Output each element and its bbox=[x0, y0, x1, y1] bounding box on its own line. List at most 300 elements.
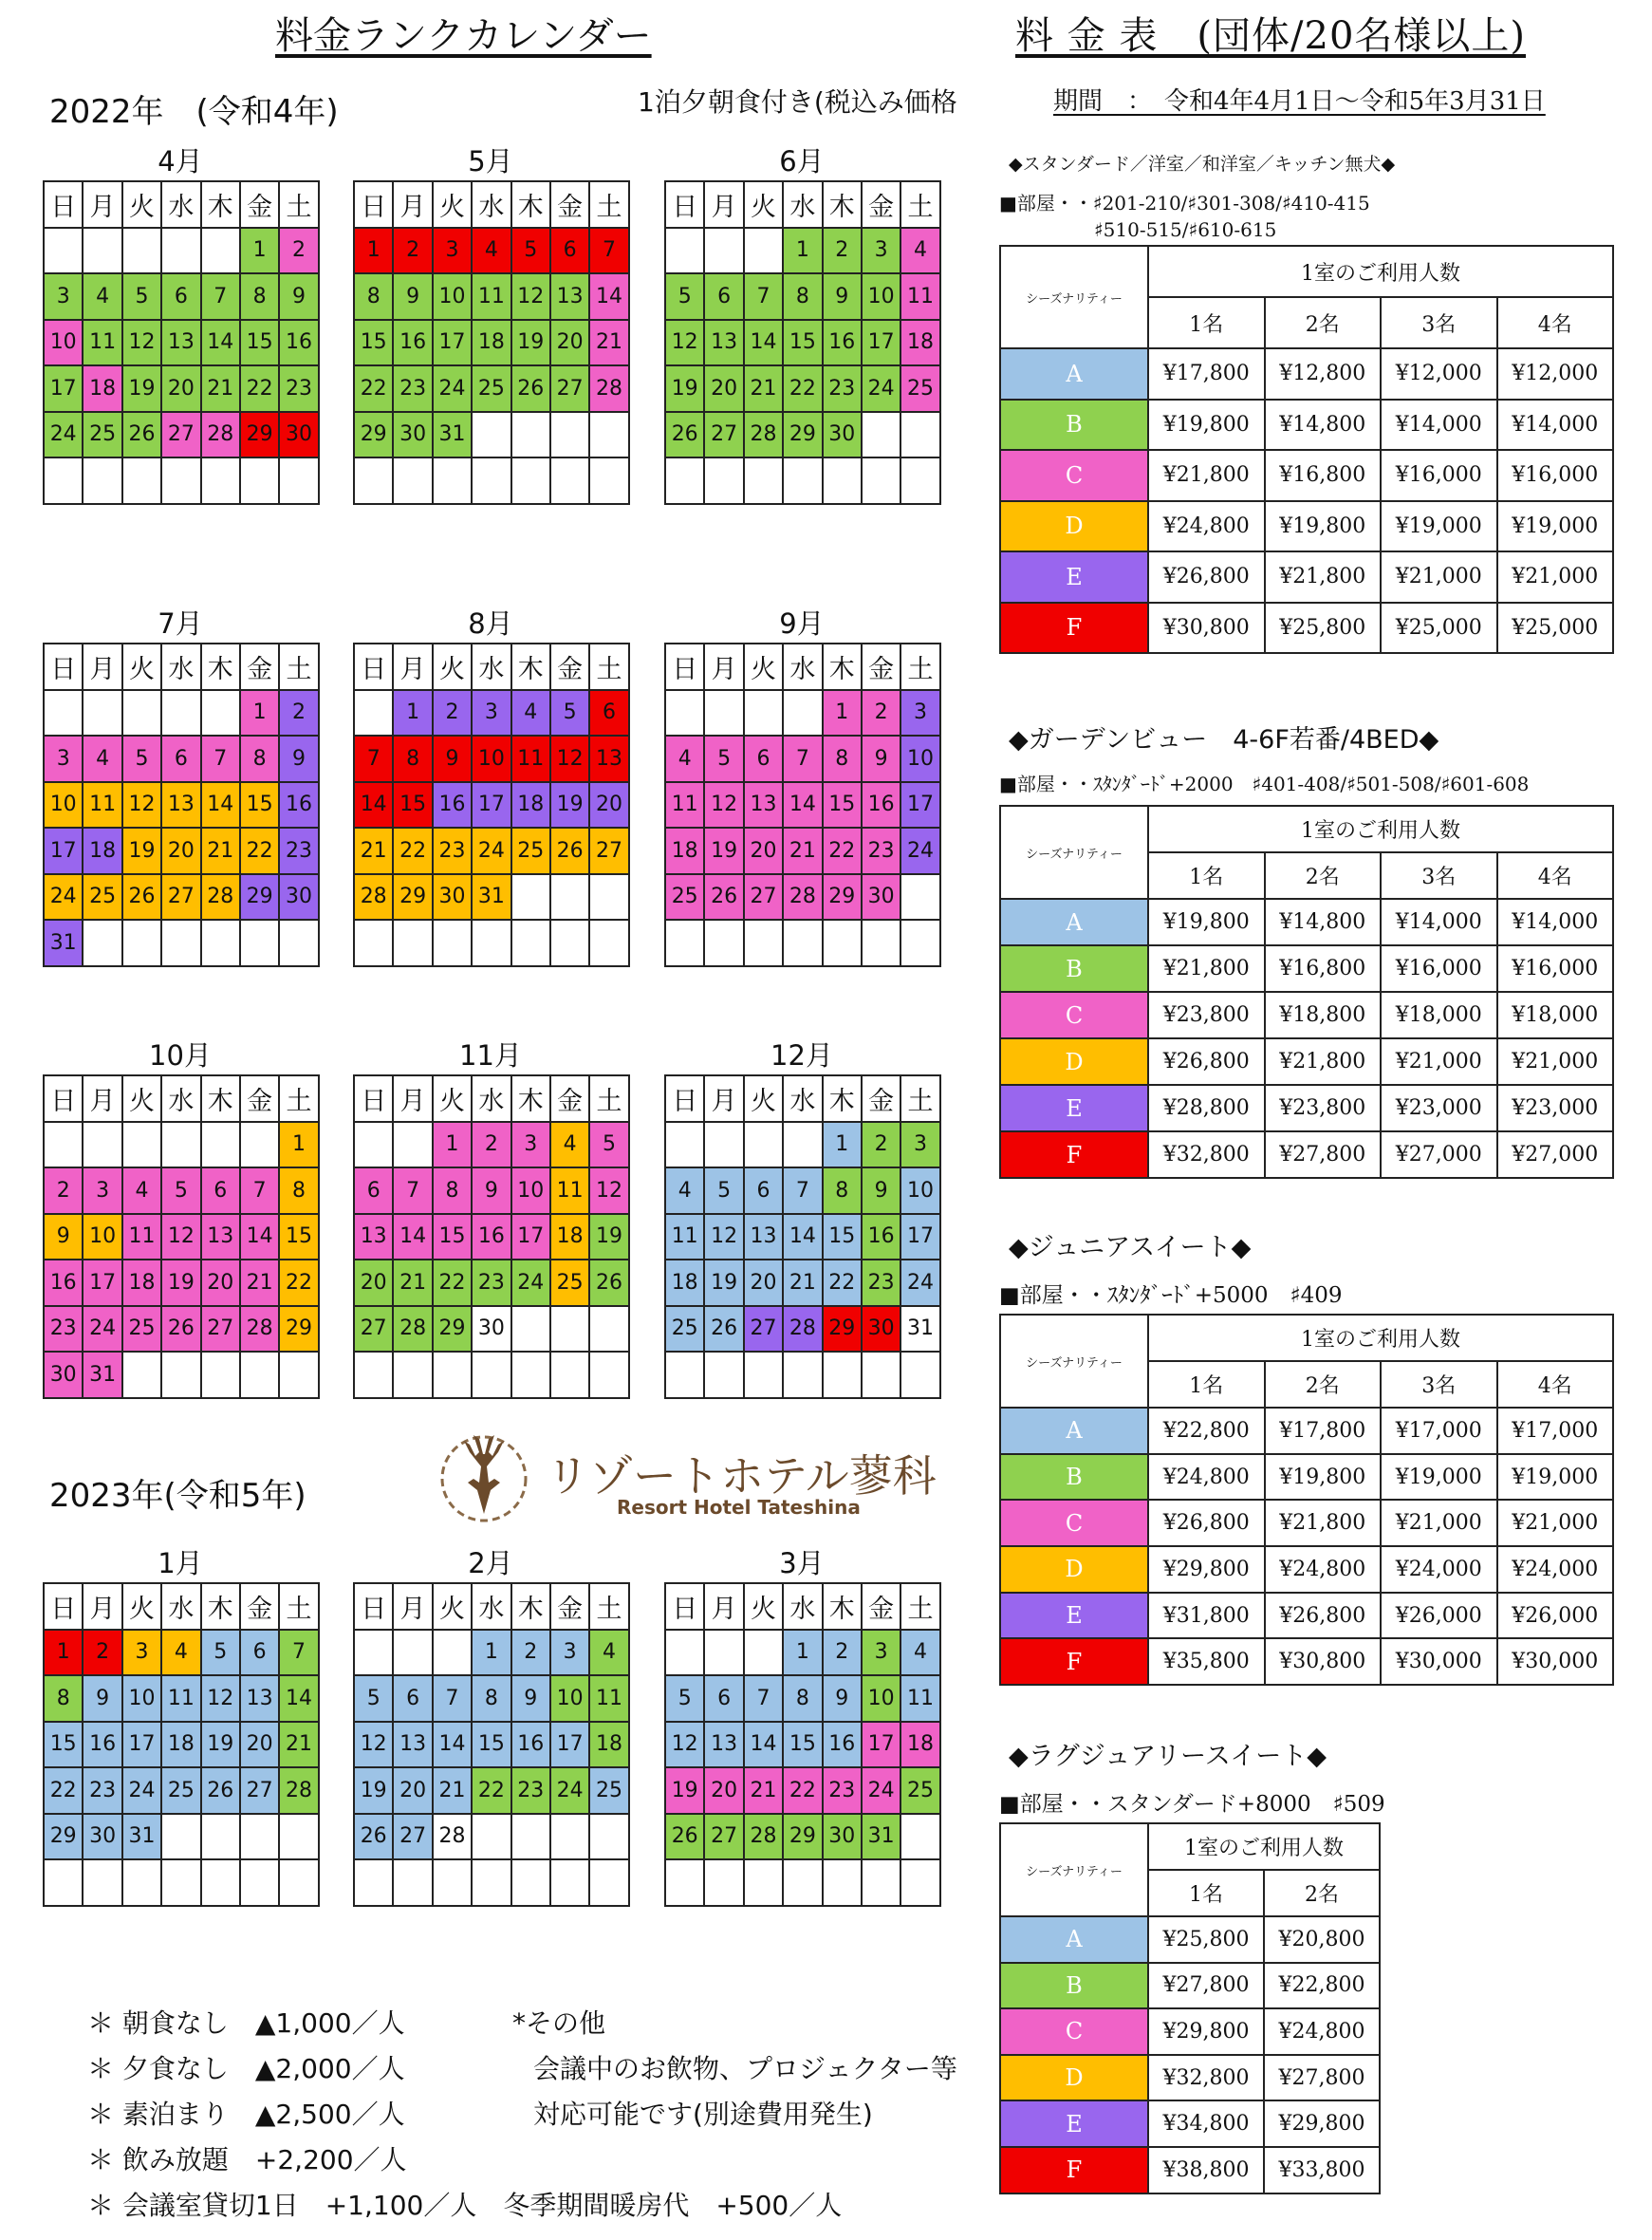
calendar-day: 31 bbox=[122, 1814, 161, 1860]
calendar-day: 11 bbox=[511, 736, 550, 782]
calendar-day: 22 bbox=[354, 365, 393, 412]
price-cell: ¥23,000 bbox=[1381, 1085, 1497, 1131]
calendar-day: 15 bbox=[472, 1722, 510, 1768]
people-count-header: 4名 bbox=[1497, 297, 1614, 348]
calendar-empty-cell bbox=[161, 1122, 200, 1168]
calendar-day: 8 bbox=[240, 273, 279, 320]
month-calendar bbox=[664, 1074, 941, 1399]
calendar-empty-cell bbox=[704, 1859, 743, 1906]
weekday-header: 日 bbox=[354, 1075, 393, 1122]
calendar-empty-cell bbox=[201, 920, 240, 966]
calendar-day: 11 bbox=[665, 782, 704, 829]
calendar-empty-cell bbox=[161, 228, 200, 274]
month-calendar bbox=[43, 1074, 320, 1399]
calendar-empty-cell bbox=[511, 874, 550, 921]
calendar-day: 8 bbox=[240, 736, 279, 782]
calendar-day: 17 bbox=[83, 1260, 121, 1306]
price-cell: ¥22,800 bbox=[1264, 1963, 1380, 2009]
calendar-empty-cell bbox=[393, 1630, 432, 1676]
month-calendar bbox=[664, 180, 941, 505]
price-cell: ¥35,800 bbox=[1148, 1638, 1265, 1685]
calendar-day: 28 bbox=[783, 874, 822, 921]
calendar-day: 17 bbox=[862, 1722, 900, 1768]
calendar-day: 10 bbox=[862, 1675, 900, 1722]
calendar-day: 30 bbox=[472, 1306, 510, 1353]
month-title: 11月 bbox=[459, 1039, 522, 1072]
price-cell: ¥24,800 bbox=[1265, 1546, 1382, 1593]
calendar-empty-cell bbox=[900, 920, 939, 966]
calendar-empty-cell bbox=[550, 1306, 589, 1353]
rank-label: E bbox=[1000, 1085, 1148, 1131]
calendar-day: 1 bbox=[783, 1630, 822, 1676]
rank-label: D bbox=[1000, 1546, 1148, 1593]
calendar-day: 22 bbox=[472, 1767, 510, 1814]
weekday-header: 火 bbox=[744, 181, 783, 228]
weekday-header: 水 bbox=[783, 644, 822, 690]
calendar-day: 25 bbox=[665, 874, 704, 921]
calendar-empty-cell bbox=[122, 920, 161, 966]
month-calendar bbox=[664, 1582, 941, 1907]
calendar-day: 29 bbox=[823, 874, 862, 921]
calendar-day: 20 bbox=[240, 1722, 279, 1768]
calendar-day: 10 bbox=[122, 1675, 161, 1722]
weekday-header: 水 bbox=[783, 1075, 822, 1122]
calendar-day: 21 bbox=[240, 1260, 279, 1306]
price-cell: ¥25,000 bbox=[1381, 603, 1497, 654]
calendar-day: 17 bbox=[900, 782, 939, 829]
calendar-day: 19 bbox=[704, 1260, 743, 1306]
calendar-day: 15 bbox=[783, 1722, 822, 1768]
calendar-day: 1 bbox=[393, 690, 432, 737]
calendar-day: 21 bbox=[393, 1260, 432, 1306]
calendar-empty-cell bbox=[744, 1859, 783, 1906]
weekday-header: 金 bbox=[550, 1075, 589, 1122]
calendar-day: 13 bbox=[354, 1214, 393, 1260]
price-cell: ¥24,800 bbox=[1264, 2008, 1380, 2055]
calendar-day: 2 bbox=[472, 1122, 510, 1168]
weekday-header: 木 bbox=[823, 1583, 862, 1630]
calendar-empty-cell bbox=[279, 1859, 318, 1906]
calendar-day: 2 bbox=[279, 690, 318, 737]
price-cell: ¥26,000 bbox=[1381, 1593, 1497, 1639]
calendar-empty-cell bbox=[201, 1814, 240, 1860]
weekday-header: 木 bbox=[511, 1075, 550, 1122]
calendar-day: 21 bbox=[201, 828, 240, 874]
people-count-header: 1名 bbox=[1148, 1870, 1264, 1916]
people-count-header: 1名 bbox=[1148, 297, 1265, 348]
calendar-empty-cell bbox=[472, 1352, 510, 1398]
price-cell: ¥14,800 bbox=[1265, 400, 1382, 451]
calendar-day: 6 bbox=[201, 1167, 240, 1214]
weekday-header: 火 bbox=[433, 1583, 472, 1630]
price-cell: ¥29,800 bbox=[1148, 2008, 1264, 2055]
calendar-empty-cell bbox=[900, 457, 939, 504]
calendar-day: 12 bbox=[201, 1675, 240, 1722]
price-cell: ¥28,800 bbox=[1148, 1085, 1265, 1131]
month-title: 3月 bbox=[779, 1547, 825, 1579]
seasonality-header: シーズナリティー bbox=[1000, 1823, 1148, 1916]
calendar-day: 2 bbox=[83, 1630, 121, 1676]
calendar-day: 26 bbox=[122, 874, 161, 921]
calendar-day: 7 bbox=[783, 736, 822, 782]
calendar-empty-cell bbox=[589, 412, 628, 458]
price-cell: ¥21,800 bbox=[1148, 945, 1265, 992]
calendar-empty-cell bbox=[665, 1352, 704, 1398]
weekday-header: 日 bbox=[354, 1583, 393, 1630]
calendar-empty-cell bbox=[472, 1814, 510, 1860]
calendar-day: 28 bbox=[279, 1767, 318, 1814]
rank-label: A bbox=[1000, 1408, 1148, 1454]
calendar-day: 3 bbox=[122, 1630, 161, 1676]
calendar-empty-cell bbox=[354, 1630, 393, 1676]
calendar-day: 23 bbox=[279, 828, 318, 874]
weekday-header: 木 bbox=[511, 181, 550, 228]
calendar-day: 21 bbox=[589, 320, 628, 366]
calendar-day: 27 bbox=[354, 1306, 393, 1353]
weekday-header: 日 bbox=[354, 644, 393, 690]
price-cell: ¥12,000 bbox=[1381, 348, 1497, 400]
calendar-day: 13 bbox=[704, 320, 743, 366]
price-cell: ¥30,000 bbox=[1497, 1638, 1614, 1685]
meal-note: 1泊夕朝食付き(税込み価格 bbox=[638, 86, 957, 118]
calendar-empty-cell bbox=[393, 920, 432, 966]
price-cell: ¥19,000 bbox=[1381, 1454, 1497, 1501]
calendar-day: 21 bbox=[433, 1767, 472, 1814]
usage-header: 1室のご利用人数 bbox=[1148, 246, 1613, 297]
calendar-empty-cell bbox=[354, 1122, 393, 1168]
calendar-empty-cell bbox=[83, 457, 121, 504]
calendar-day: 21 bbox=[744, 365, 783, 412]
people-count-header: 1名 bbox=[1148, 852, 1265, 899]
calendar-day: 17 bbox=[122, 1722, 161, 1768]
calendar-empty-cell bbox=[161, 1352, 200, 1398]
price-cell: ¥27,000 bbox=[1497, 1131, 1614, 1178]
calendar-day: 11 bbox=[900, 273, 939, 320]
calendar-day: 5 bbox=[161, 1167, 200, 1214]
calendar-empty-cell bbox=[354, 920, 393, 966]
calendar-day: 25 bbox=[161, 1767, 200, 1814]
calendar-day: 1 bbox=[354, 228, 393, 274]
calendar-day: 8 bbox=[783, 273, 822, 320]
weekday-header: 水 bbox=[783, 181, 822, 228]
calendar-empty-cell bbox=[83, 920, 121, 966]
calendar-day: 17 bbox=[900, 1214, 939, 1260]
calendar-day: 3 bbox=[472, 690, 510, 737]
calendar-day: 5 bbox=[550, 690, 589, 737]
calendar-empty-cell bbox=[744, 1352, 783, 1398]
weekday-header: 月 bbox=[704, 644, 743, 690]
people-count-header: 3名 bbox=[1381, 297, 1497, 348]
calendar-day: 16 bbox=[44, 1260, 83, 1306]
calendar-day: 19 bbox=[665, 365, 704, 412]
price-cell: ¥17,800 bbox=[1265, 1408, 1382, 1454]
calendar-day: 22 bbox=[823, 1260, 862, 1306]
calendar-day: 16 bbox=[823, 1722, 862, 1768]
calendar-day: 19 bbox=[589, 1214, 628, 1260]
calendar-empty-cell bbox=[550, 874, 589, 921]
calendar-day: 16 bbox=[279, 320, 318, 366]
calendar-day: 7 bbox=[393, 1167, 432, 1214]
rank-label: A bbox=[1000, 899, 1148, 945]
weekday-header: 月 bbox=[393, 1583, 432, 1630]
calendar-day: 9 bbox=[44, 1214, 83, 1260]
price-cell: ¥23,000 bbox=[1497, 1085, 1614, 1131]
calendar-day: 28 bbox=[201, 412, 240, 458]
note-all-you-can-drink: ＊ 飲み放題 +2,200／人 bbox=[87, 2144, 407, 2175]
calendar-day: 22 bbox=[433, 1260, 472, 1306]
weekday-header: 水 bbox=[472, 1075, 510, 1122]
calendar-day: 16 bbox=[511, 1722, 550, 1768]
calendar-day: 4 bbox=[472, 228, 510, 274]
calendar-day: 3 bbox=[900, 1122, 939, 1168]
price-cell: ¥30,000 bbox=[1381, 1638, 1497, 1685]
calendar-day: 22 bbox=[393, 828, 432, 874]
calendar-day: 28 bbox=[433, 1814, 472, 1860]
calendar-day: 8 bbox=[279, 1167, 318, 1214]
room-numbers: ♯510-515/♯610-615 bbox=[999, 218, 1277, 241]
calendar-day: 9 bbox=[862, 1167, 900, 1214]
weekday-header: 土 bbox=[279, 1583, 318, 1630]
calendar-empty-cell bbox=[744, 1630, 783, 1676]
calendar-day: 15 bbox=[240, 782, 279, 829]
calendar-day: 18 bbox=[83, 828, 121, 874]
calendar-day: 1 bbox=[823, 1122, 862, 1168]
calendar-day: 26 bbox=[665, 1814, 704, 1860]
month-title: 1月 bbox=[158, 1547, 203, 1579]
price-cell: ¥16,000 bbox=[1381, 945, 1497, 992]
calendar-empty-cell bbox=[201, 1352, 240, 1398]
calendar-day: 8 bbox=[393, 736, 432, 782]
calendar-empty-cell bbox=[433, 1859, 472, 1906]
calendar-day: 17 bbox=[511, 1214, 550, 1260]
calendar-day: 23 bbox=[823, 365, 862, 412]
calendar-day: 12 bbox=[704, 1214, 743, 1260]
people-count-header: 2名 bbox=[1265, 297, 1382, 348]
price-cell: ¥29,800 bbox=[1148, 1546, 1265, 1593]
calendar-day: 21 bbox=[783, 1260, 822, 1306]
price-cell: ¥16,000 bbox=[1497, 450, 1614, 501]
calendar-day: 25 bbox=[900, 365, 939, 412]
calendar-day: 14 bbox=[744, 1722, 783, 1768]
calendar-empty-cell bbox=[550, 1859, 589, 1906]
calendar-day: 15 bbox=[354, 320, 393, 366]
calendar-day: 11 bbox=[83, 782, 121, 829]
price-cell: ¥23,800 bbox=[1265, 1085, 1382, 1131]
weekday-header: 火 bbox=[122, 1075, 161, 1122]
calendar-day: 14 bbox=[744, 320, 783, 366]
weekday-header: 月 bbox=[393, 181, 432, 228]
rank-label: C bbox=[1000, 1500, 1148, 1546]
calendar-day: 14 bbox=[354, 782, 393, 829]
calendar-day: 5 bbox=[122, 736, 161, 782]
weekday-header: 土 bbox=[589, 1583, 628, 1630]
logo-english: Resort Hotel Tateshina bbox=[617, 1496, 861, 1519]
calendar-day: 28 bbox=[240, 1306, 279, 1353]
calendar-day: 29 bbox=[240, 412, 279, 458]
calendar-day: 7 bbox=[201, 736, 240, 782]
calendar-day: 11 bbox=[550, 1167, 589, 1214]
weekday-header: 木 bbox=[511, 1583, 550, 1630]
weekday-header: 水 bbox=[161, 1075, 200, 1122]
calendar-day: 13 bbox=[744, 782, 783, 829]
calendar-day: 14 bbox=[393, 1214, 432, 1260]
calendar-day: 5 bbox=[704, 1167, 743, 1214]
calendar-empty-cell bbox=[83, 228, 121, 274]
calendar-empty-cell bbox=[201, 457, 240, 504]
calendar-day: 28 bbox=[744, 412, 783, 458]
calendar-day: 22 bbox=[44, 1767, 83, 1814]
calendar-day: 24 bbox=[83, 1306, 121, 1353]
calendar-empty-cell bbox=[665, 228, 704, 274]
calendar-empty-cell bbox=[862, 1352, 900, 1398]
calendar-empty-cell bbox=[550, 412, 589, 458]
calendar-day: 26 bbox=[201, 1767, 240, 1814]
calendar-day: 14 bbox=[201, 320, 240, 366]
calendar-day: 30 bbox=[862, 1306, 900, 1353]
weekday-header: 木 bbox=[823, 1075, 862, 1122]
weekday-header: 木 bbox=[823, 644, 862, 690]
price-cell: ¥26,800 bbox=[1148, 1038, 1265, 1085]
weekday-header: 金 bbox=[550, 1583, 589, 1630]
price-cell: ¥21,000 bbox=[1381, 1038, 1497, 1085]
calendar-day: 30 bbox=[393, 412, 432, 458]
calendar-day: 5 bbox=[354, 1675, 393, 1722]
calendar-day: 6 bbox=[354, 1167, 393, 1214]
calendar-day: 12 bbox=[122, 782, 161, 829]
calendar-day: 29 bbox=[279, 1306, 318, 1353]
calendar-day: 2 bbox=[44, 1167, 83, 1214]
calendar-day: 30 bbox=[44, 1352, 83, 1398]
price-table bbox=[999, 245, 1614, 654]
calendar-day: 23 bbox=[511, 1767, 550, 1814]
calendar-day: 31 bbox=[44, 920, 83, 966]
calendar-day: 21 bbox=[201, 365, 240, 412]
calendar-day: 12 bbox=[589, 1167, 628, 1214]
seasonality-header: シーズナリティー bbox=[1000, 246, 1148, 348]
rank-label: F bbox=[1000, 1131, 1148, 1178]
calendar-day: 26 bbox=[589, 1260, 628, 1306]
price-cell: ¥14,000 bbox=[1497, 400, 1614, 451]
month-calendar bbox=[353, 180, 630, 505]
calendar-day: 30 bbox=[433, 874, 472, 921]
calendar-empty-cell bbox=[279, 1814, 318, 1860]
month-title: 8月 bbox=[468, 607, 513, 640]
weekday-header: 金 bbox=[862, 181, 900, 228]
price-cell: ¥19,800 bbox=[1265, 501, 1382, 552]
calendar-empty-cell bbox=[900, 874, 939, 921]
calendar-day: 13 bbox=[704, 1722, 743, 1768]
calendar-empty-cell bbox=[44, 1122, 83, 1168]
calendar-empty-cell bbox=[122, 690, 161, 737]
price-cell: ¥32,800 bbox=[1148, 1131, 1265, 1178]
calendar-day: 2 bbox=[511, 1630, 550, 1676]
rank-label: C bbox=[1000, 992, 1148, 1038]
price-table bbox=[999, 1822, 1381, 2194]
calendar-empty-cell bbox=[665, 920, 704, 966]
calendar-empty-cell bbox=[511, 1352, 550, 1398]
calendar-empty-cell bbox=[900, 1352, 939, 1398]
calendar-day: 29 bbox=[393, 874, 432, 921]
price-cell: ¥31,800 bbox=[1148, 1593, 1265, 1639]
calendar-day: 16 bbox=[862, 782, 900, 829]
calendar-day: 8 bbox=[354, 273, 393, 320]
calendar-day: 20 bbox=[744, 828, 783, 874]
price-cell: ¥21,000 bbox=[1497, 551, 1614, 603]
weekday-header: 水 bbox=[783, 1583, 822, 1630]
calendar-empty-cell bbox=[83, 690, 121, 737]
people-count-header: 3名 bbox=[1381, 1361, 1497, 1408]
calendar-empty-cell bbox=[550, 920, 589, 966]
calendar-empty-cell bbox=[589, 457, 628, 504]
calendar-day: 26 bbox=[354, 1814, 393, 1860]
price-cell: ¥26,800 bbox=[1265, 1593, 1382, 1639]
calendar-day: 5 bbox=[589, 1122, 628, 1168]
people-count-header: 2名 bbox=[1265, 852, 1382, 899]
calendar-day: 9 bbox=[862, 736, 900, 782]
price-cell: ¥26,800 bbox=[1148, 551, 1265, 603]
calendar-day: 17 bbox=[44, 828, 83, 874]
price-cell: ¥16,800 bbox=[1265, 450, 1382, 501]
weekday-header: 水 bbox=[161, 1583, 200, 1630]
calendar-empty-cell bbox=[393, 457, 432, 504]
calendar-day: 20 bbox=[550, 320, 589, 366]
calendar-day: 3 bbox=[44, 736, 83, 782]
calendar-day: 22 bbox=[823, 828, 862, 874]
price-cell: ¥24,000 bbox=[1381, 1546, 1497, 1593]
calendar-day: 18 bbox=[665, 828, 704, 874]
calendar-title: 料金ランクカレンダー bbox=[275, 14, 652, 58]
calendar-empty-cell bbox=[122, 1122, 161, 1168]
calendar-empty-cell bbox=[823, 920, 862, 966]
calendar-day: 2 bbox=[433, 690, 472, 737]
rank-label: C bbox=[1000, 450, 1148, 501]
calendar-day: 20 bbox=[161, 365, 200, 412]
weekday-header: 土 bbox=[279, 1075, 318, 1122]
calendar-empty-cell bbox=[201, 690, 240, 737]
calendar-day: 31 bbox=[900, 1306, 939, 1353]
calendar-day: 27 bbox=[550, 365, 589, 412]
calendar-empty-cell bbox=[744, 920, 783, 966]
calendar-day: 16 bbox=[862, 1214, 900, 1260]
calendar-empty-cell bbox=[550, 1352, 589, 1398]
weekday-header: 土 bbox=[900, 181, 939, 228]
calendar-empty-cell bbox=[900, 1859, 939, 1906]
weekday-header: 火 bbox=[122, 1583, 161, 1630]
price-cell: ¥34,800 bbox=[1148, 2100, 1264, 2147]
weekday-header: 土 bbox=[900, 644, 939, 690]
rank-label: C bbox=[1000, 2008, 1148, 2055]
calendar-empty-cell bbox=[823, 457, 862, 504]
calendar-empty-cell bbox=[783, 920, 822, 966]
weekday-header: 日 bbox=[665, 1075, 704, 1122]
calendar-day: 24 bbox=[472, 828, 510, 874]
calendar-day: 10 bbox=[83, 1214, 121, 1260]
calendar-empty-cell bbox=[433, 920, 472, 966]
price-cell: ¥26,000 bbox=[1497, 1593, 1614, 1639]
calendar-day: 22 bbox=[783, 365, 822, 412]
calendar-day: 1 bbox=[44, 1630, 83, 1676]
calendar-day: 23 bbox=[472, 1260, 510, 1306]
price-cell: ¥27,800 bbox=[1265, 1131, 1382, 1178]
calendar-day: 18 bbox=[83, 365, 121, 412]
calendar-empty-cell bbox=[44, 457, 83, 504]
month-calendar bbox=[353, 1074, 630, 1399]
calendar-day: 20 bbox=[201, 1260, 240, 1306]
calendar-empty-cell bbox=[900, 1814, 939, 1860]
calendar-day: 24 bbox=[900, 1260, 939, 1306]
note-no-breakfast: ＊ 朝食なし ▲1,000／人 bbox=[87, 2007, 405, 2039]
calendar-day: 19 bbox=[511, 320, 550, 366]
